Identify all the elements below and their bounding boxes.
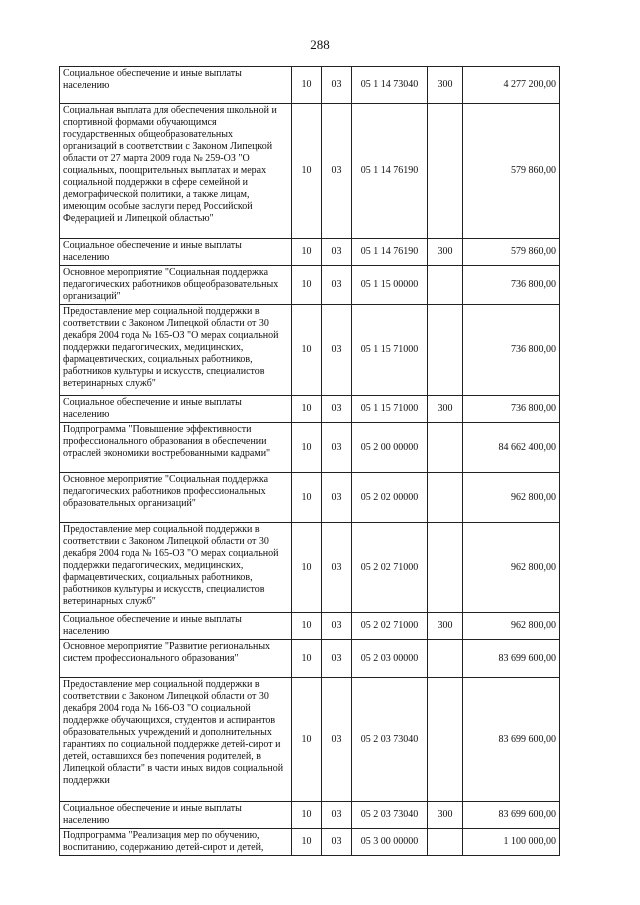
cell-target-article: 05 2 00 00000 bbox=[352, 423, 428, 473]
cell-expense-type bbox=[428, 829, 463, 856]
cell-amount: 83 699 600,00 bbox=[463, 802, 560, 829]
cell-section: 10 bbox=[292, 678, 322, 802]
cell-name: Социальное обеспечение и иные выплаты населению bbox=[60, 613, 292, 640]
cell-subsection: 03 bbox=[322, 67, 352, 104]
table-row bbox=[60, 678, 560, 802]
cell-section: 10 bbox=[292, 423, 322, 473]
cell-section: 10 bbox=[292, 523, 322, 613]
cell-target-article: 05 2 03 00000 bbox=[352, 640, 428, 678]
table-row bbox=[60, 423, 560, 473]
cell-section: 10 bbox=[292, 239, 322, 266]
table-row bbox=[60, 67, 560, 104]
cell-subsection: 03 bbox=[322, 829, 352, 856]
cell-amount: 962 800,00 bbox=[463, 523, 560, 613]
cell-section: 10 bbox=[292, 67, 322, 104]
cell-amount: 962 800,00 bbox=[463, 613, 560, 640]
cell-name: Подпрограмма "Повышение эффективности профессионального образования в обеспечении отраслей экономики востребованными кадрами" bbox=[60, 423, 292, 473]
table-row bbox=[60, 523, 560, 613]
cell-subsection: 03 bbox=[322, 239, 352, 266]
table-row bbox=[60, 305, 560, 396]
table-row bbox=[60, 104, 560, 239]
table-row bbox=[60, 239, 560, 266]
cell-expense-type bbox=[428, 104, 463, 239]
cell-target-article: 05 2 03 73040 bbox=[352, 678, 428, 802]
cell-section: 10 bbox=[292, 104, 322, 239]
cell-subsection: 03 bbox=[322, 678, 352, 802]
cell-section: 10 bbox=[292, 473, 322, 523]
cell-subsection: 03 bbox=[322, 473, 352, 523]
cell-amount: 579 860,00 bbox=[463, 239, 560, 266]
cell-expense-type bbox=[428, 305, 463, 396]
cell-amount: 1 100 000,00 bbox=[463, 829, 560, 856]
cell-subsection: 03 bbox=[322, 523, 352, 613]
page-number: 288 bbox=[310, 37, 330, 52]
cell-name: Социальное обеспечение и иные выплаты населению bbox=[60, 396, 292, 423]
table-row bbox=[60, 266, 560, 305]
cell-name: Предоставление мер социальной поддержки в соответствии с Законом Липецкой области от 30 декабря 2004 года № 166-ОЗ "О социальной поддержке обучающихся, студентов и аспирантов образовательных учреждений и дополнительных гарантиях по социальной поддержке детей-сирот и детей, оставшихся без попечения родителей, в Липецкой области" в части иных видов социальной поддержки bbox=[60, 678, 292, 802]
cell-section: 10 bbox=[292, 829, 322, 856]
table-row bbox=[60, 613, 560, 640]
cell-amount: 4 277 200,00 bbox=[463, 67, 560, 104]
cell-subsection: 03 bbox=[322, 613, 352, 640]
budget-table bbox=[59, 66, 560, 856]
cell-expense-type: 300 bbox=[428, 613, 463, 640]
cell-target-article: 05 1 15 71000 bbox=[352, 396, 428, 423]
cell-section: 10 bbox=[292, 266, 322, 305]
cell-target-article: 05 2 02 71000 bbox=[352, 613, 428, 640]
cell-section: 10 bbox=[292, 802, 322, 829]
cell-expense-type bbox=[428, 678, 463, 802]
cell-section: 10 bbox=[292, 613, 322, 640]
cell-subsection: 03 bbox=[322, 266, 352, 305]
cell-target-article: 05 2 03 73040 bbox=[352, 802, 428, 829]
cell-expense-type: 300 bbox=[428, 396, 463, 423]
cell-target-article: 05 1 14 76190 bbox=[352, 239, 428, 266]
cell-expense-type bbox=[428, 640, 463, 678]
cell-section: 10 bbox=[292, 305, 322, 396]
cell-expense-type bbox=[428, 523, 463, 613]
table-row bbox=[60, 473, 560, 523]
cell-name: Основное мероприятие "Социальная поддержка педагогических работников общеобразовательных организаций" bbox=[60, 266, 292, 305]
cell-section: 10 bbox=[292, 396, 322, 423]
cell-name: Социальная выплата для обеспечения школьной и спортивной формами обучающимся государственных общеобразовательных организаций в соответствии с Законом Липецкой области от 27 марта 2009 года № 259-ОЗ "О социальных, поощрительных выплатах и мерах социальной поддержки в сфере семейной и демографической политики, а также лицам, имеющим особые заслуги перед Российской Федерацией и Липецкой областью" bbox=[60, 104, 292, 239]
cell-target-article: 05 1 15 71000 bbox=[352, 305, 428, 396]
cell-target-article: 05 1 14 73040 bbox=[352, 67, 428, 104]
cell-amount: 736 800,00 bbox=[463, 396, 560, 423]
cell-name: Подпрограмма "Реализация мер по обучению, воспитанию, содержанию детей-сирот и детей, bbox=[60, 829, 292, 856]
cell-amount: 962 800,00 bbox=[463, 473, 560, 523]
cell-subsection: 03 bbox=[322, 640, 352, 678]
table-row bbox=[60, 829, 560, 856]
cell-target-article: 05 2 02 00000 bbox=[352, 473, 428, 523]
cell-name: Основное мероприятие "Социальная поддержка педагогических работников профессиональных образовательных организаций" bbox=[60, 473, 292, 523]
cell-name: Социальное обеспечение и иные выплаты населению bbox=[60, 239, 292, 266]
cell-subsection: 03 bbox=[322, 802, 352, 829]
cell-expense-type bbox=[428, 266, 463, 305]
cell-name: Социальное обеспечение и иные выплаты населению bbox=[60, 802, 292, 829]
cell-subsection: 03 bbox=[322, 104, 352, 239]
cell-subsection: 03 bbox=[322, 305, 352, 396]
cell-target-article: 05 1 14 76190 bbox=[352, 104, 428, 239]
cell-expense-type: 300 bbox=[428, 67, 463, 104]
table-row bbox=[60, 802, 560, 829]
cell-subsection: 03 bbox=[322, 423, 352, 473]
cell-name: Предоставление мер социальной поддержки в соответствии с Законом Липецкой области от 30 декабря 2004 года № 165-ОЗ "О мерах социальной поддержки педагогических, медицинских, фармацевтических, социальных работников, работников культуры и искусств, специалистов ветеринарных служб" bbox=[60, 523, 292, 613]
cell-name: Основное мероприятие "Развитие региональных систем профессионального образования" bbox=[60, 640, 292, 678]
table-row bbox=[60, 640, 560, 678]
cell-target-article: 05 3 00 00000 bbox=[352, 829, 428, 856]
cell-section: 10 bbox=[292, 640, 322, 678]
cell-target-article: 05 1 15 00000 bbox=[352, 266, 428, 305]
table-row bbox=[60, 396, 560, 423]
cell-amount: 736 800,00 bbox=[463, 266, 560, 305]
cell-expense-type bbox=[428, 473, 463, 523]
cell-expense-type bbox=[428, 423, 463, 473]
cell-name: Предоставление мер социальной поддержки в соответствии с Законом Липецкой области от 30 декабря 2004 года № 165-ОЗ "О мерах социальной поддержки педагогических, медицинских, фармацевтических, социальных работников, работников культуры и искусств, специалистов ветеринарных служб" bbox=[60, 305, 292, 396]
cell-amount: 84 662 400,00 bbox=[463, 423, 560, 473]
cell-amount: 736 800,00 bbox=[463, 305, 560, 396]
cell-expense-type: 300 bbox=[428, 802, 463, 829]
cell-amount: 83 699 600,00 bbox=[463, 640, 560, 678]
cell-amount: 83 699 600,00 bbox=[463, 678, 560, 802]
cell-expense-type: 300 bbox=[428, 239, 463, 266]
cell-target-article: 05 2 02 71000 bbox=[352, 523, 428, 613]
cell-amount: 579 860,00 bbox=[463, 104, 560, 239]
cell-subsection: 03 bbox=[322, 396, 352, 423]
cell-name: Социальное обеспечение и иные выплаты населению bbox=[60, 67, 292, 104]
